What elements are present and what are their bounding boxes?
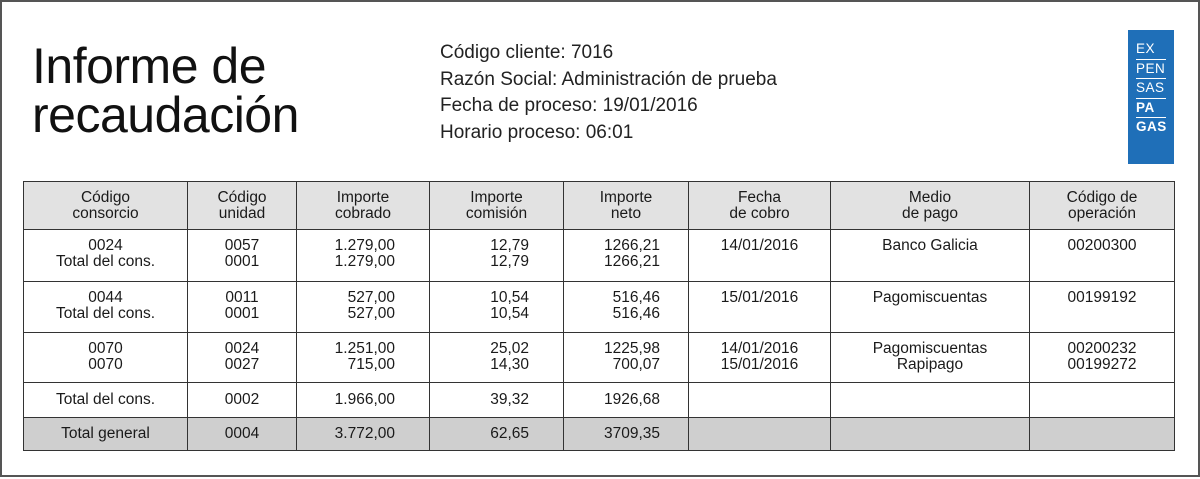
logo-line-5: GAS xyxy=(1136,119,1167,134)
logo-line-1: EX xyxy=(1136,40,1166,60)
cell-unidad: 0024 0027 xyxy=(188,333,297,383)
cell-fecha: 15/01/2016 xyxy=(689,282,831,333)
total-general-cobrado: 3.772,00 xyxy=(297,418,430,451)
cell-neto: 516,46 516,46 xyxy=(564,282,689,333)
total-general-label: Total general xyxy=(24,418,188,451)
total-general-comision: 62,65 xyxy=(430,418,564,451)
table-row xyxy=(24,230,1175,282)
collection-table xyxy=(23,181,1175,451)
process-date: Fecha de proceso: 19/01/2016 xyxy=(440,95,698,116)
empty-cell xyxy=(1030,383,1175,418)
cell-medio: Banco Galicia xyxy=(831,230,1030,282)
cell-consorcio: 0044 Total del cons. xyxy=(24,282,188,333)
cell-medio: Pagomiscuentas Rapipago xyxy=(831,333,1030,383)
total-general-row xyxy=(24,418,1175,451)
cell-cobrado: 1.251,00 715,00 xyxy=(297,333,430,383)
empty-cell xyxy=(831,418,1030,451)
logo-line-2: PEN xyxy=(1136,60,1166,80)
empty-cell xyxy=(689,418,831,451)
total-general-unidad: 0004 xyxy=(188,418,297,451)
header-fecha: Fecha de cobro xyxy=(689,182,831,230)
cell-unidad: 0011 0001 xyxy=(188,282,297,333)
empty-cell xyxy=(831,383,1030,418)
client-code: Código cliente: 7016 xyxy=(440,42,614,63)
total-cons-label: Total del cons. xyxy=(24,383,188,418)
total-cons-neto: 1926,68 xyxy=(564,383,689,418)
business-name: Razón Social: Administración de prueba xyxy=(440,68,777,90)
table-row xyxy=(24,282,1175,333)
cell-medio: Pagomiscuentas xyxy=(831,282,1030,333)
cell-unidad: 0057 0001 xyxy=(188,230,297,282)
total-cons-unidad: 0002 xyxy=(188,383,297,418)
title-line-2: recaudación xyxy=(32,87,299,143)
cell-neto: 1266,21 1266,21 xyxy=(564,230,689,282)
cell-comision: 12,79 12,79 xyxy=(430,230,564,282)
cell-cobrado: 527,00 527,00 xyxy=(297,282,430,333)
table-row xyxy=(24,333,1175,383)
total-cons-cobrado: 1.966,00 xyxy=(297,383,430,418)
cell-operacion: 00200300 xyxy=(1030,230,1175,282)
cell-operacion: 00199192 xyxy=(1030,282,1175,333)
header-neto: Importe neto xyxy=(564,182,689,230)
header-consorcio: Código consorcio xyxy=(24,182,188,230)
header-medio: Medio de pago xyxy=(831,182,1030,230)
table-header-row xyxy=(24,182,1175,230)
report-title xyxy=(32,38,299,143)
header-operacion: Código de operación xyxy=(1030,182,1175,230)
header-cobrado: Importe cobrado xyxy=(297,182,430,230)
cell-neto: 1225,98 700,07 xyxy=(564,333,689,383)
cell-consorcio: 0024 Total del cons. xyxy=(24,230,188,282)
process-time: Horario proceso: 06:01 xyxy=(440,121,634,143)
cell-cobrado: 1.279,00 1.279,00 xyxy=(297,230,430,282)
client-info xyxy=(440,40,777,146)
cell-fecha: 14/01/2016 xyxy=(689,230,831,282)
title-line-1: Informe de xyxy=(32,38,267,94)
total-cons-comision: 39,32 xyxy=(430,383,564,418)
cell-operacion: 00200232 00199272 xyxy=(1030,333,1175,383)
total-general-neto: 3709,35 xyxy=(564,418,689,451)
cell-consorcio: 0070 0070 xyxy=(24,333,188,383)
total-consorcio-row xyxy=(24,383,1175,418)
logo-line-3: SAS xyxy=(1136,79,1166,99)
header-unidad: Código unidad xyxy=(188,182,297,230)
cell-fecha: 14/01/2016 15/01/2016 xyxy=(689,333,831,383)
header-comision: Importe comisión xyxy=(430,182,564,230)
cell-comision: 25,02 14,30 xyxy=(430,333,564,383)
empty-cell xyxy=(1030,418,1175,451)
logo-line-4: PA xyxy=(1136,99,1166,119)
expensas-pagas-logo xyxy=(1128,30,1174,164)
cell-comision: 10,54 10,54 xyxy=(430,282,564,333)
empty-cell xyxy=(689,383,831,418)
